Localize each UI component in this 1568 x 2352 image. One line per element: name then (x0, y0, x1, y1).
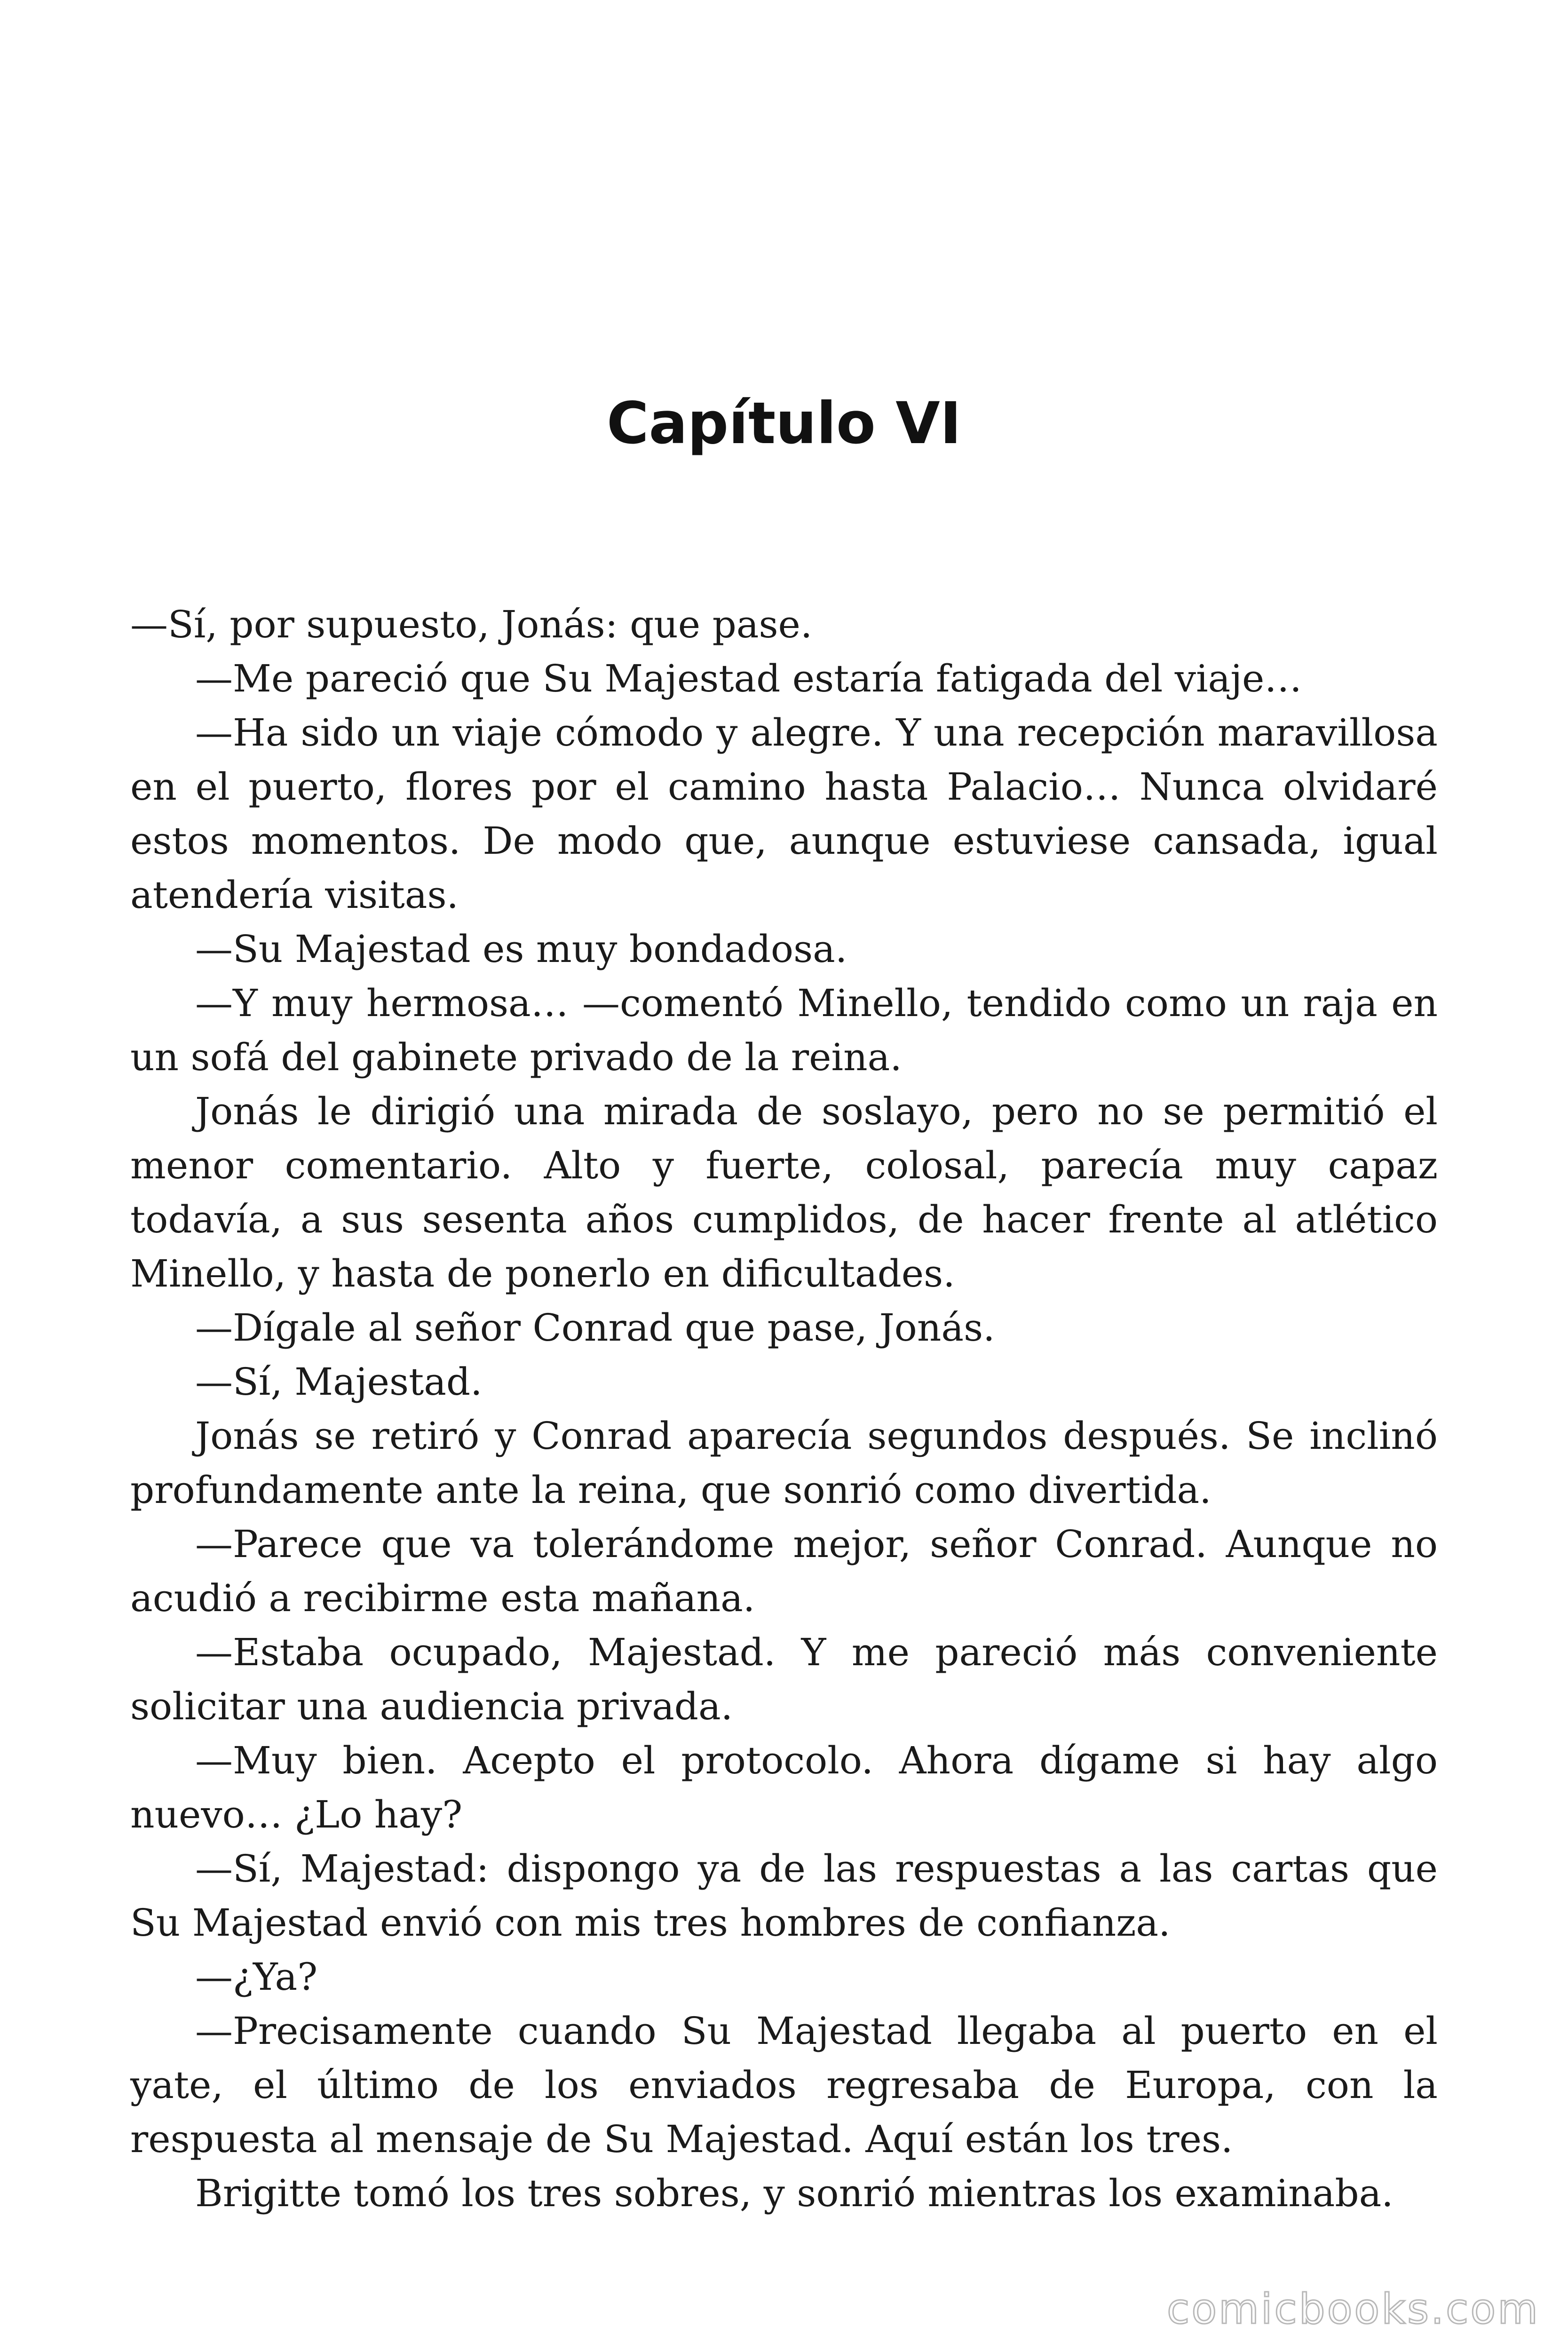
paragraph: —Parece que va tolerándome mejor, señor Conrad. Aunque no acudió a recibirme esta mañana. (130, 1522, 1438, 1620)
paragraph: —Sí, Majestad. (195, 1360, 483, 1404)
paragraph: —Precisamente cuando Su Majestad llegaba al puerto en el yate, el último de los enviados regresaba de Europa, con la respuesta al mensaje de Su Majestad. Aquí están los tres. (130, 2009, 1438, 2161)
paragraph: —Dígale al señor Conrad que pase, Jonás. (195, 1306, 995, 1350)
paragraph: Jonás le dirigió una mirada de soslayo, pero no se permitió el menor comentario. Alto y fuerte, colosal, parecía muy capaz todavía, a sus sesenta años cumplidos, de hacer frente al atlético Minello, y hasta de ponerlo en dificultades. (130, 1089, 1438, 1295)
paragraph: —Sí, por supuesto, Jonás: que pase. (130, 603, 813, 646)
paragraph: —Su Majestad es muy bondadosa. (195, 927, 847, 971)
paragraph: —Muy bien. Acepto el protocolo. Ahora dígame si hay algo nuevo… ¿Lo hay? (130, 1739, 1438, 1836)
paragraph: —Sí, Majestad: dispongo ya de las respuestas a las cartas que Su Majestad envió con mis tres hombres de confianza. (130, 1847, 1438, 1945)
paragraph: Brigitte tomó los tres sobres, y sonrió mientras los examinaba. (195, 2171, 1394, 2215)
paragraph: —¿Ya? (195, 1955, 318, 1999)
chapter-body (130, 597, 1438, 2220)
chapter-title: Capítulo VI (606, 390, 962, 457)
paragraph: —Me pareció que Su Majestad estaría fatigada del viaje… (195, 657, 1302, 700)
paragraph: —Estaba ocupado, Majestad. Y me pareció más conveniente solicitar una audiencia privada. (130, 1630, 1438, 1728)
paragraph: Jonás se retiró y Conrad aparecía segundos después. Se inclinó profundamente ante la reina, que sonrió como divertida. (130, 1414, 1438, 1512)
paragraph: —Ha sido un viaje cómodo y alegre. Y una recepción maravillosa en el puerto, flores por el camino hasta Palacio… Nunca olvidaré estos momentos. De modo que, aunque estuviese cansada, igual atendería visitas. (130, 711, 1438, 917)
paragraph: —Y muy hermosa… —comentó Minello, tendido como un raja en un sofá del gabinete privado de la reina. (130, 981, 1438, 1079)
watermark: comicbooks.com (1166, 2285, 1540, 2333)
